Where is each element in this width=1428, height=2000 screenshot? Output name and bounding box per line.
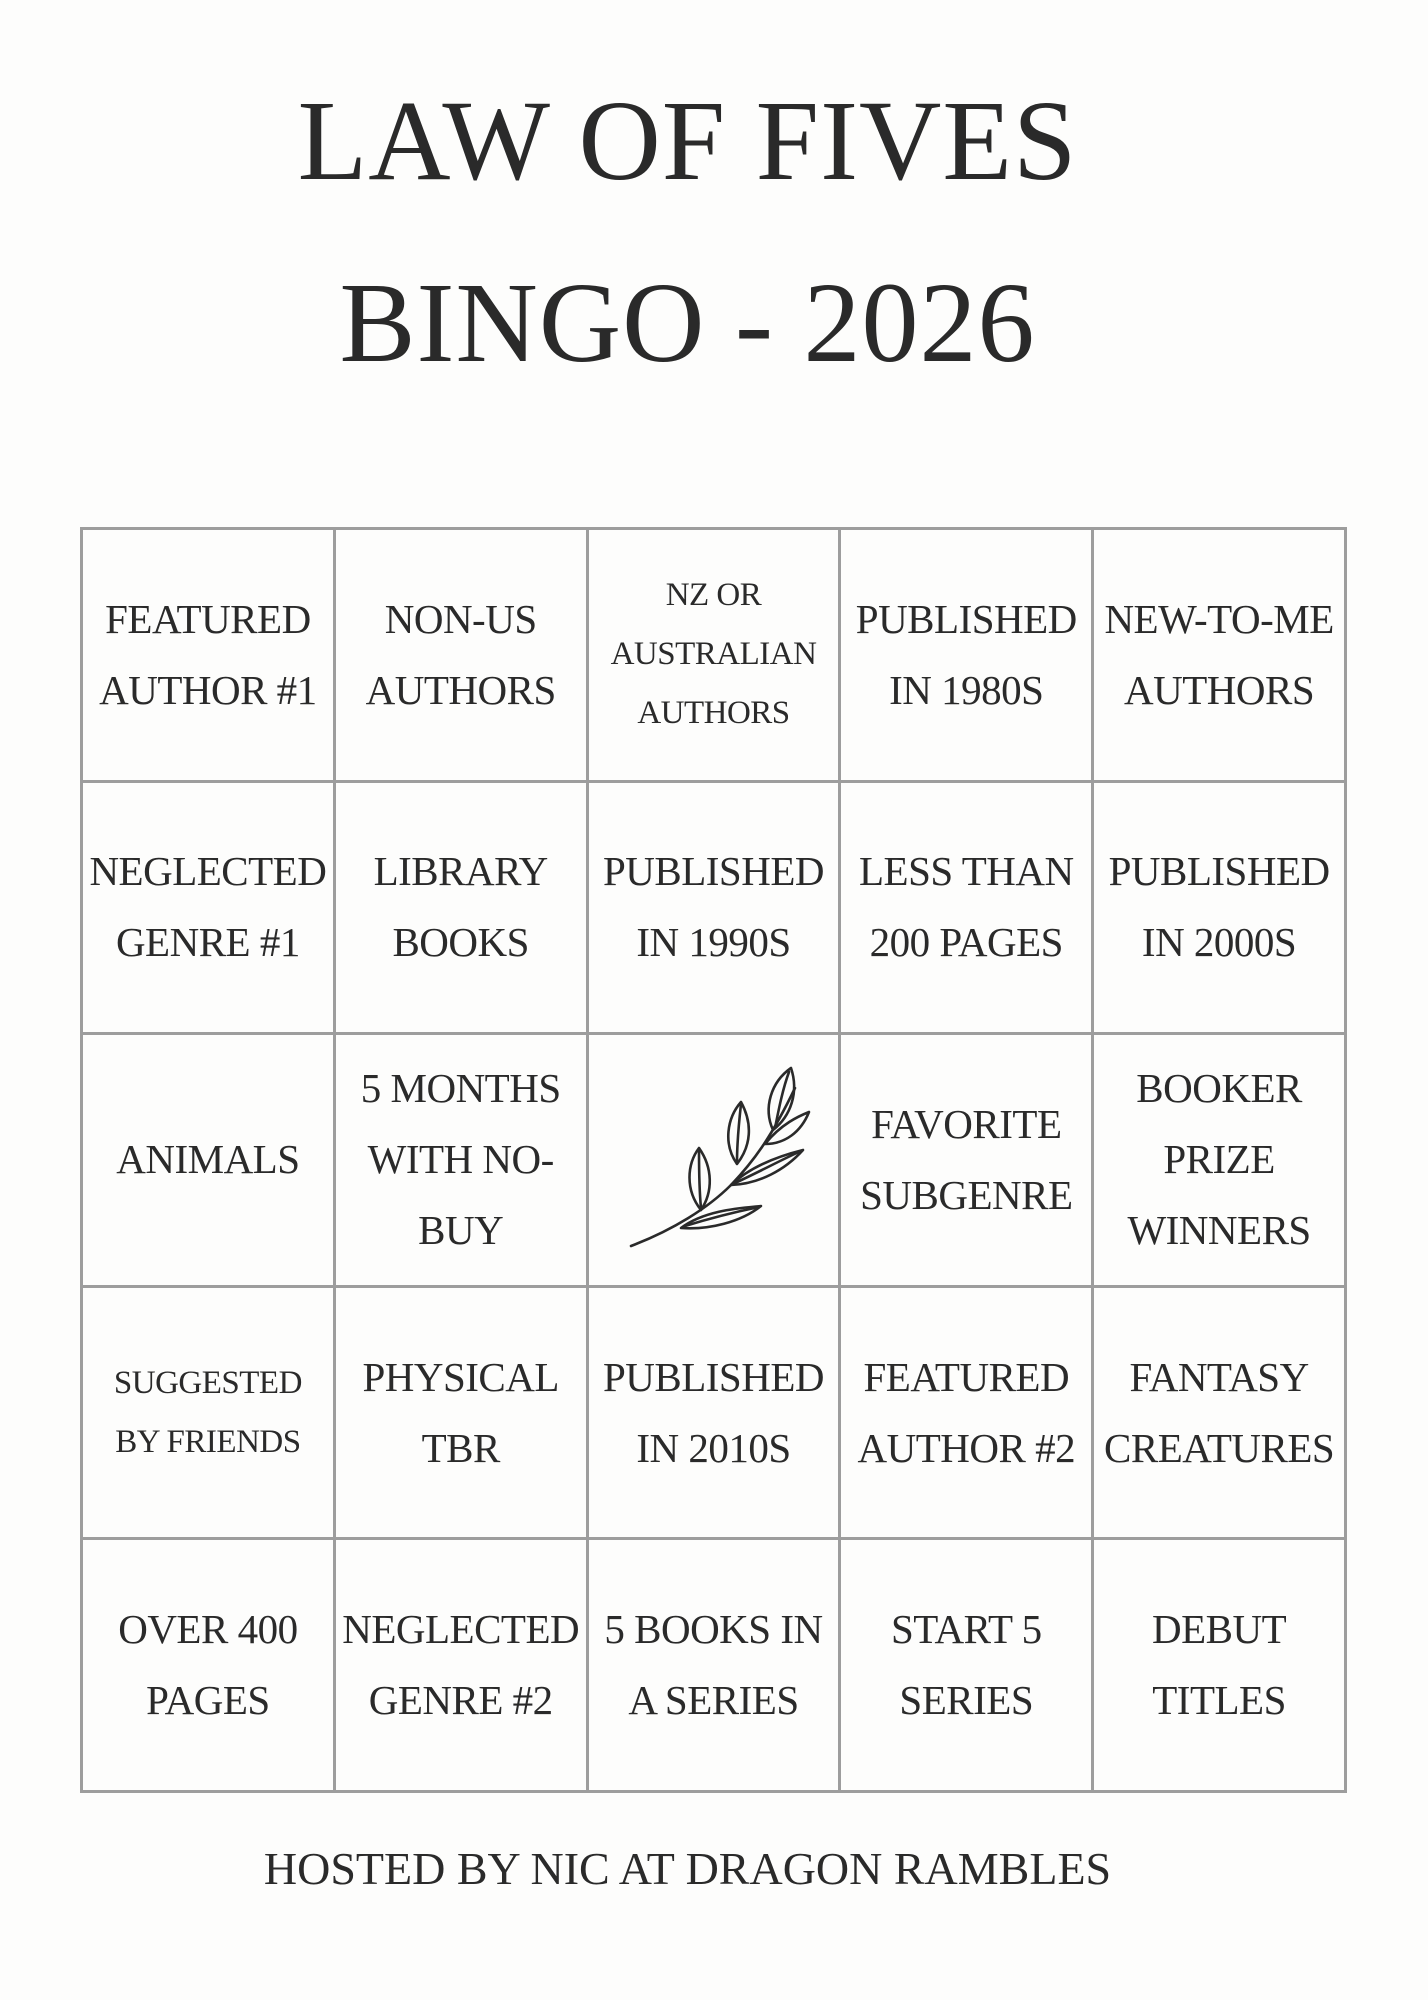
bingo-cell[interactable] xyxy=(83,783,336,1036)
bingo-cell[interactable] xyxy=(336,1540,589,1793)
bingo-cell-label: NZ OR AUSTRALIAN AUTHORS xyxy=(610,577,817,732)
bingo-cell-label: PUBLISHED IN 1980S xyxy=(855,595,1077,713)
page-title-line-1: LAW OF FIVES xyxy=(297,77,1078,204)
bingo-cell[interactable] xyxy=(1094,783,1347,1036)
bingo-cell[interactable] xyxy=(336,1288,589,1541)
bingo-cell[interactable] xyxy=(336,1035,589,1288)
bingo-cell-label: 5 MONTHS WITH NO- BUY xyxy=(360,1065,561,1254)
bingo-cell[interactable] xyxy=(589,530,842,783)
bingo-cell-label: FANTASY CREATURES xyxy=(1104,1353,1335,1471)
bingo-cell-label: OVER 400 PAGES xyxy=(118,1606,298,1724)
bingo-cell-label: NEW-TO-ME AUTHORS xyxy=(1104,595,1334,713)
bingo-cell-label: LESS THAN 200 PAGES xyxy=(859,848,1074,966)
bingo-free-space[interactable] xyxy=(589,1035,842,1288)
host-credit: HOSTED BY NIC AT DRAGON RAMBLES xyxy=(263,1843,1112,1894)
bingo-cell[interactable] xyxy=(83,1288,336,1541)
bingo-cell-label: ANIMALS xyxy=(116,1136,300,1183)
bingo-cell[interactable] xyxy=(589,1288,842,1541)
bingo-cell[interactable] xyxy=(83,1035,336,1288)
bingo-cell[interactable] xyxy=(841,1035,1094,1288)
bingo-cell[interactable] xyxy=(1094,1035,1347,1288)
bingo-cell[interactable] xyxy=(83,1540,336,1793)
bingo-cell-label: LIBRARY BOOKS xyxy=(373,848,548,966)
bingo-cell[interactable] xyxy=(336,783,589,1036)
bingo-cell-label: NON-US AUTHORS xyxy=(365,595,556,713)
bingo-cell[interactable] xyxy=(589,783,842,1036)
bingo-cell-label: DEBUT TITLES xyxy=(1152,1606,1287,1724)
bingo-cell[interactable] xyxy=(336,530,589,783)
bingo-cell-label: PUBLISHED IN 2010S xyxy=(602,1353,824,1471)
bingo-cell-label: NEGLECTED GENRE #1 xyxy=(89,848,327,966)
bingo-cell-label: FEATURED AUTHOR #1 xyxy=(99,595,317,713)
bingo-cell-label: BOOKER PRIZE WINNERS xyxy=(1127,1065,1311,1254)
bingo-cell[interactable] xyxy=(1094,1288,1347,1541)
bingo-cell[interactable] xyxy=(841,783,1094,1036)
bingo-cell[interactable] xyxy=(1094,530,1347,783)
bingo-cell-label: START 5 SERIES xyxy=(890,1606,1042,1724)
bingo-cell-label: PUBLISHED IN 1990S xyxy=(602,848,824,966)
bingo-cell[interactable] xyxy=(1094,1540,1347,1793)
leaf-branch-icon xyxy=(613,1060,813,1260)
bingo-cell-label: PHYSICAL TBR xyxy=(362,1353,559,1471)
bingo-cell-label: FEATURED AUTHOR #2 xyxy=(857,1353,1076,1471)
bingo-cell[interactable] xyxy=(841,530,1094,783)
bingo-cell[interactable] xyxy=(83,530,336,783)
bingo-cell-label: PUBLISHED IN 2000S xyxy=(1108,848,1330,966)
page-title-line-2: BINGO - 2026 xyxy=(339,259,1036,386)
bingo-cell[interactable] xyxy=(589,1540,842,1793)
bingo-cell-label: 5 BOOKS IN A SERIES xyxy=(604,1606,823,1724)
bingo-board xyxy=(80,527,1347,1793)
bingo-cell-label: NEGLECTED GENRE #2 xyxy=(342,1606,580,1724)
bingo-cell-label: FAVORITE SUBGENRE xyxy=(860,1100,1073,1218)
bingo-cell[interactable] xyxy=(841,1288,1094,1541)
bingo-cell[interactable] xyxy=(841,1540,1094,1793)
bingo-cell-label: SUGGESTED BY FRIENDS xyxy=(113,1364,302,1460)
